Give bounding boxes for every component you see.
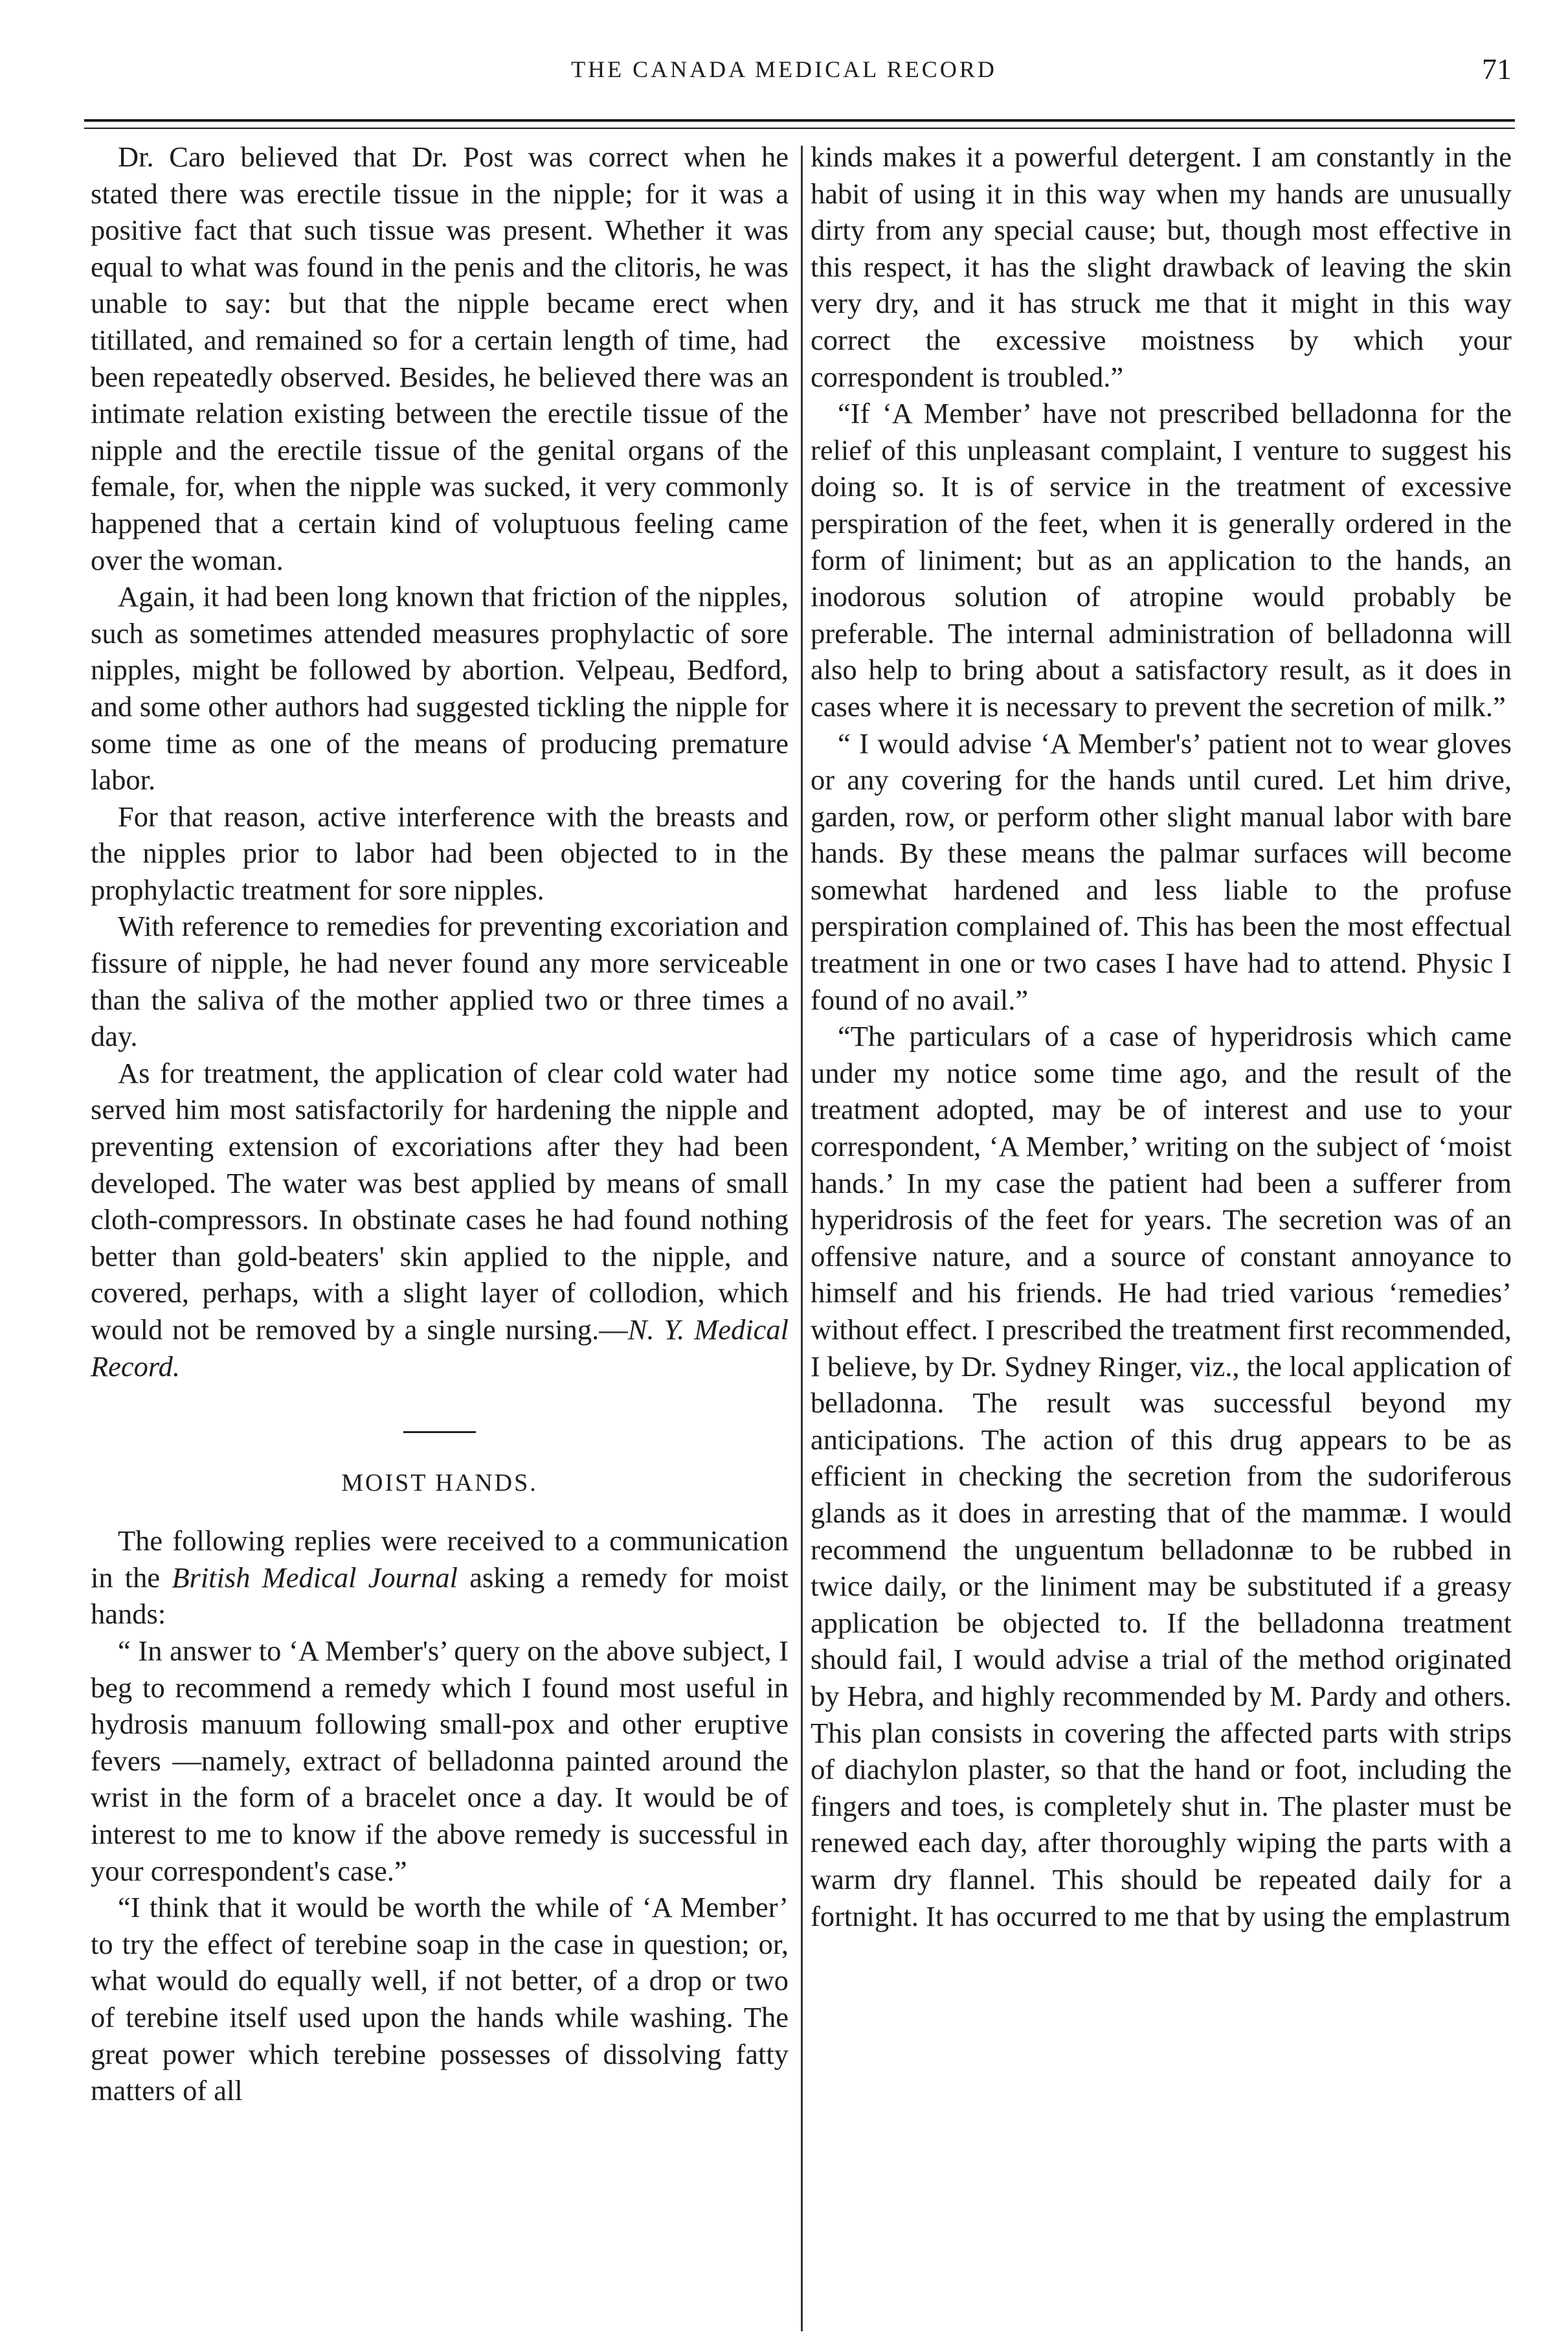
paragraph: “ I would advise ‘A Member's’ patient not to wear gloves or any covering for the hands until cured. Let him drive, garden, row, or perform other slight manual labor with bare hands. By these means the palmar surfaces will become somewhat hardened and less liable to the profuse perspiration complained of. This has been the most effectual treatment in one or two cases I have had to attend. Physic I found of no avail.” [811,727,1512,1016]
journal-title: British Medical Journal [172,1561,458,1594]
paragraph: “I think that it would be worth the while of ‘A Member’ to try the effect of terebine soap in the case in question; or, what would do equally well, if not better, of a drop or two of terebine itself used upon the hands while washing. The great power which terebine possesses of dissolving fatty matters of all [91,1891,789,2107]
running-header-title: THE CANADA MEDICAL RECORD [571,56,997,82]
paragraph: “The particulars of a case of hyperidrosis which came under my notice some time ago, and the result of the treatment adopted, may be of interest and use to your correspondent, ‘A Member,’ writing on the subject of ‘moist hands.’ In my case the patient had been a sufferer from hyperidrosis of the feet for years. The secretion was of an offensive nature, and a source of constant annoyance to himself and his friends. He had tried various ‘remedies’ without effect. I prescribed the treatment first recommended, I believe, by Dr. Sydney Ringer, viz., the local application of belladonna. The result was successful beyond my anticipations. The action of this drug appears to be as efficient in checking the secretion from the sudoriferous glands as it does in arresting that of the mammæ. I would recommend the unguentum belladonnæ to be rubbed in twice daily, or the liniment may be substituted if a greasy application be objected to. If the belladonna treatment should fail, I would advise a trial of the method originated by Hebra, and highly recommended by M. Pardy and others. This plan consists in covering the affected parts with strips of diachylon plaster, so that the hand or foot, including the fingers and toes, is completely shut in. The plaster must be renewed each day, after thoroughly wiping the parts with a warm dry flannel. This should be repeated daily for a fortnight. It has occurred to me that by using the emplastrum [811,1020,1512,1932]
right-column [811,139,1512,1934]
paragraph: Dr. Caro believed that Dr. Post was correct when he stated there was erectile tissue in the nipple; for it was a positive fact that such tissue was present. Whether it was equal to what was found in the penis and the clitoris, he was unable to say: but that the nipple became erect when titillated, and remained so for a certain length of time, had been repeatedly observed. Besides, he believed there was an intimate relation existing between the erectile tissue of the nipple and the erectile tissue of the genital organs of the female, for, when the nipple was sucked, it very commonly happened that a certain kind of voluptuous feeling came over the woman. [91,141,789,576]
column-divider [801,146,803,2331]
paragraph: kinds makes it a powerful detergent. I am constantly in the habit of using it in this way when my hands are unusually dirty from any special cause; but, though most effective in this respect, it has the slight drawback of leaving the skin very dry, and it has struck me that it might in this way correct the excessive moistness by which your correspondent is troubled.” [811,141,1512,393]
paragraph-text: asking a remedy for moist hands: [91,1561,789,1631]
paragraph-text: As for treatment, the application of clear cold water had served him most satisfactorily for hardening the nipple and preventing extension of excoriations after they had been developed. The water was best applied by means of small cloth-compressors. In obstinate cases he had found nothing better than gold-beaters' skin applied to the nipple, and covered, perhaps, with a slight layer of collodion, which would not be removed by a single nursing.— [91,1056,789,1346]
paragraph: “ In answer to ‘A Member's’ query on the above subject, I beg to recommend a remedy which I found most useful in hydrosis manuum following small-pox and other eruptive fevers —namely, extract of belladonna painted around the wrist in the form of a bracelet once a day. It would be of interest to me to know if the above remedy is successful in your correspondent's case.” [91,1634,789,1887]
citation-source: N. Y. Medical Record. [91,1313,789,1383]
page-number: 71 [1482,52,1512,85]
paragraph [91,1055,789,1385]
header-rule-thick [84,119,1515,122]
section-heading: MOIST HANDS. [341,1469,538,1497]
left-column [91,139,789,2109]
paragraph-text: The following replies were received to a communication in the [91,1524,789,1594]
paragraph [91,1522,789,1633]
header-rule-thin [84,128,1515,129]
paragraph: With reference to remedies for preventing excoriation and fissure of nipple, he had never found any more serviceable than the saliva of the mother applied two or three times a day. [91,910,789,1053]
section-separator [403,1431,476,1433]
paragraph: Again, it had been long known that friction of the nipples, such as sometimes attended measures prophylactic of sore nipples, might be followed by abortion. Velpeau, Bedford, and some other authors had suggested tickling the nipple for some time as one of the means of producing premature labor. [91,580,789,797]
paragraph: “If ‘A Member’ have not prescribed belladonna for the relief of this unpleasant complaint, I venture to suggest his doing so. It is of service in the treatment of excessive perspiration of the feet, when it is generally ordered in the form of liniment; but as an application to the hands, an inodorous solution of atropine would probably be preferable. The internal administration of belladonna will also help to bring about a satisfactory result, as it does in cases where it is necessary to prevent the secretion of milk.” [811,397,1512,723]
paragraph: For that reason, active interference with the breasts and the nipples prior to labor had been objected to in the prophylactic treatment for sore nipples. [91,800,789,906]
